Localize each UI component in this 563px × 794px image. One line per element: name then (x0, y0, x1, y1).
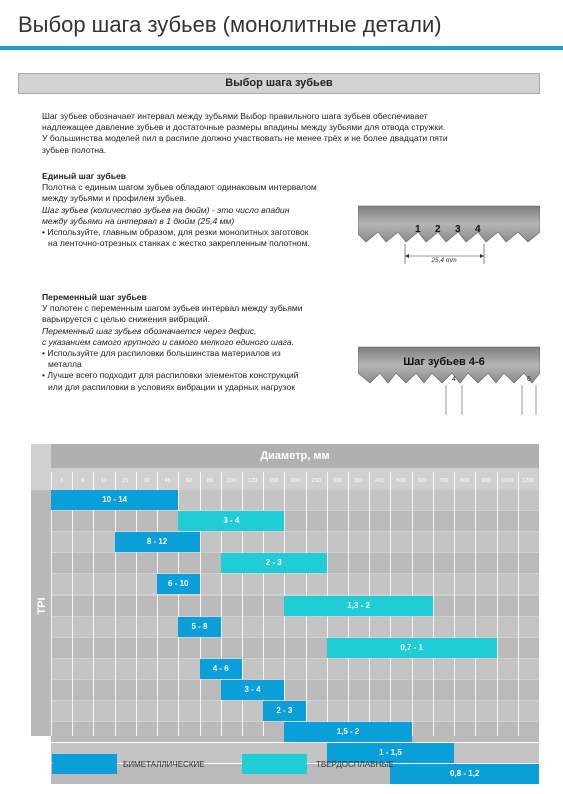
single-pitch-line: Полотна с единым шагом зубьев обладают одинаковым интервалом (42, 182, 317, 193)
blade-number: 2 (435, 224, 441, 235)
tpi-bar: 3 - 4 (221, 680, 285, 700)
grid-line (136, 472, 137, 736)
grid-line (539, 472, 540, 736)
grid-line (93, 472, 94, 736)
diameter-tick: 300 (332, 478, 343, 484)
legend-swatch-bimetal (52, 754, 117, 774)
diameter-tick: 700 (438, 478, 449, 484)
diameter-tick: 600 (417, 478, 427, 484)
intro-line: Шаг зубьев обозначает интервал между зубьями Выбор правильного шага зубьев обеспечивает (42, 111, 428, 121)
tpi-bar: 8 - 12 (115, 532, 200, 552)
tpi-axis-label: TPI (36, 597, 48, 615)
diameter-tick: 350 (353, 478, 364, 484)
diameter-tick: 400 (375, 478, 385, 484)
diameter-tick: 500 (396, 478, 406, 484)
diameter-tick: 45 (164, 478, 171, 484)
variable-pitch-heading: Переменный шаг зубьев (42, 292, 147, 302)
table-row (51, 617, 539, 637)
tpi-bar: 1 - 1,5 (327, 743, 454, 763)
grid-line (518, 472, 519, 736)
section-banner: Выбор шага зубьев (18, 73, 540, 94)
diameter-tick: 3 (60, 478, 64, 484)
grid-line (475, 472, 476, 736)
intro-line: надлежащее давление зубьев и достаточные размеры впадины между зубьями для отвода стружки. (42, 122, 446, 133)
tpi-bar: 10 - 14 (51, 490, 178, 510)
variable-pitch-bullet: или для распиловки в условиях вибрации и ударных нагрузок (48, 381, 295, 392)
single-pitch-italic: между зубьями на интервал в 1 дюйм (25,4 мм) (42, 215, 235, 226)
diameter-label: Диаметр, мм (260, 450, 330, 462)
tpi-bar: 0,7 - 1 (327, 638, 497, 658)
grid-line (454, 472, 455, 736)
diameter-tick: 1200 (522, 478, 535, 484)
grid-line (72, 472, 73, 736)
diameter-tick: 30 (143, 478, 150, 484)
tpi-bar: 1,3 - 2 (284, 596, 433, 616)
diameter-tick: 15 (122, 478, 129, 484)
tpi-bar: 2 - 3 (221, 553, 327, 573)
grid-line (115, 472, 116, 736)
diameter-tick: 250 (311, 478, 321, 484)
single-pitch-blade-image (358, 198, 540, 270)
tpi-bar: 6 - 10 (157, 574, 199, 594)
variable-pitch-section (42, 292, 303, 393)
diameter-tick: 100 (226, 478, 236, 484)
tpi-bar: 3 - 4 (178, 511, 284, 531)
intro-line: У большинства моделей пил в распиле должно участвовать не менее трёх и не более двадцати пяти (42, 133, 448, 144)
diameter-tick: 800 (460, 478, 470, 484)
tpi-bar: 2 - 3 (263, 701, 305, 721)
table-row (51, 574, 539, 594)
legend-swatch-hardmetal (242, 754, 307, 774)
blade-number: 1 (415, 224, 421, 235)
single-pitch-section (42, 171, 317, 249)
variable-pitch-blade-image (358, 345, 540, 417)
variable-pitch-bullet: металла (48, 359, 82, 370)
table-row (51, 680, 539, 700)
table-row (51, 511, 539, 531)
tpi-bar: 5 - 8 (178, 617, 220, 637)
variable-pitch-bullet: • Лучше всего подходит для распиловки элементов конструкций (42, 370, 299, 381)
grid-line (433, 472, 434, 736)
diameter-tick: 80 (207, 478, 214, 484)
variable-pitch-line: варьируется с целью снижения вибраций. (42, 314, 210, 325)
diameter-tick: 150 (269, 478, 279, 484)
diameter-tick: 60 (185, 478, 193, 484)
variable-pitch-italic: с указанием самого крупного и самого мелкого единого шага. (42, 336, 295, 347)
blade-label: Шаг зубьев 4-6 (403, 356, 485, 368)
single-pitch-heading: Единый шаг зубьев (42, 171, 127, 181)
diameter-tick: 120 (247, 478, 258, 484)
tpi-bar: 1,5 - 2 (284, 722, 411, 742)
blade-dimension: 25,4 mm (431, 257, 457, 264)
grid-line (157, 472, 158, 736)
tpi-bar: 4 - 6 (200, 659, 242, 679)
tpi-bar: 0,8 - 1,2 (390, 764, 539, 784)
table-row (51, 659, 539, 679)
variable-pitch-bullet: • Используйте для распиловки большинства материалов из (42, 348, 281, 359)
blade-dimension: 6 (527, 376, 531, 383)
title-rule (0, 46, 563, 50)
legend-label-bimetal: БИМЕТАЛЛИЧЕСКИЕ (123, 760, 205, 769)
blade-number: 3 (455, 224, 461, 235)
variable-pitch-line: У полотен с переменным шагом зубьев интервал между зубьями (42, 303, 303, 314)
intro-paragraph (42, 111, 448, 156)
page-title: Выбор шага зубьев (монолитные детали) (18, 12, 442, 37)
blade-dimension: 4 (452, 376, 456, 383)
single-pitch-italic: Шаг зубьев (количество зубьев на дюйм) - это число впадин (42, 204, 290, 215)
diameter-tick: 900 (481, 478, 491, 484)
single-pitch-line: между зубьями и профилем зубьев. (42, 193, 187, 204)
single-pitch-bullet: • Используйте, главным образом, для резки монолитных заготовок (42, 227, 309, 238)
variable-pitch-italic: Переменный шаг зубьев обозначается через дефис, (42, 325, 257, 336)
diameter-tick: 6 (81, 478, 85, 484)
legend-label-hardmetal: ТВЕРДОСПЛАВНЫЕ (316, 760, 394, 769)
intro-line: зубьев полотна. (42, 144, 107, 155)
blade-number: 4 (475, 224, 481, 235)
diameter-tick: 10 (100, 478, 108, 484)
grid-line (497, 472, 498, 736)
grid-line (51, 472, 52, 736)
diameter-tick: 1000 (500, 478, 514, 484)
single-pitch-bullet: на ленточно-отрезных станках с жестко закрепленным полотном. (48, 238, 310, 249)
diameter-tick: 200 (290, 478, 300, 484)
